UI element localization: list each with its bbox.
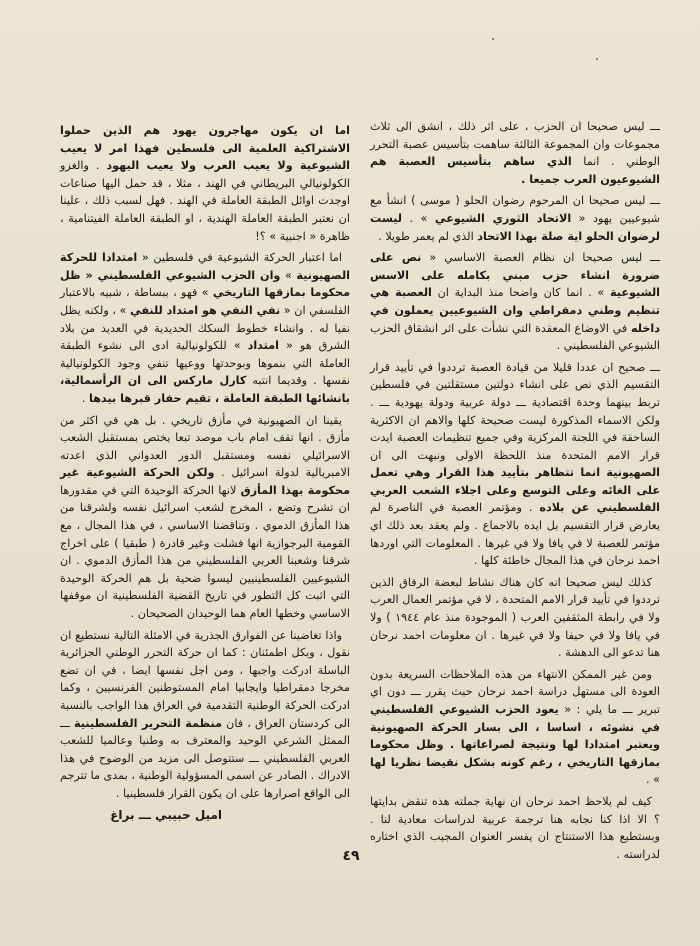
bold-run: ليست لرضوان الحلو اية صلة بهذا الاتحاد bbox=[370, 211, 660, 243]
run: ومن غير الممكن الانتهاء من هذه الملاحظات السريعة بدون العودة الى مستهل دراسة احمد نرحان حيث يقرر ـــ دون اي تبرير ـــ ما يلي : « bbox=[370, 667, 661, 716]
paragraph bbox=[370, 793, 660, 863]
bold-run: الذي ساهم بتأسيس العصبة هم الشيوعيون العرب جميعا . bbox=[370, 155, 660, 186]
paragraph bbox=[370, 574, 660, 662]
run: كذلك ليس صحيحا انه كان هناك نشاط لبعضة الرفاق الذين ترددوا في تأييد قرار الامم المتحدة ، لا في مؤتمر العمال العرب ولا في رابطة المثقفين العرب ( الموجودة منذ عام ١٩٤٤ ) ولا في يافا ولا في حيفا ولا في غيرها . ان معلومات احمد نرحان هنا تدعو الى الدهشة . bbox=[370, 575, 660, 660]
print-speck bbox=[492, 38, 494, 40]
run: اما اعتبار الحركة الشيوعية في فلسطين « bbox=[137, 251, 342, 265]
bold-run: العصبة هي تنظيم وطني دمقراطي وان الشيوعيين يعملون في داخله bbox=[370, 286, 660, 335]
bold-run: ولكن الحركة الشيوعية غير محكومة بهذا المأزق bbox=[60, 466, 350, 497]
paragraph bbox=[60, 627, 350, 803]
article-right-column bbox=[370, 118, 660, 867]
bold-run: كارل ماركس الى ان الرأسمالية، بانشائها الطبقة العاملة ، تقيم حفار قبرها بيدها bbox=[60, 374, 350, 405]
run: . ومؤتمر العصبة في الناصرة لم يعارض قرار التقسيم بل ايده بالاجماع . ولم يعقد بعد ذلك اي مؤتمر للعصبة لا في يافا ولا في غيرها . المعلومات التي اوردها احمد نرحان في هذا المجال خاطئة كلها . bbox=[370, 501, 660, 568]
article-left-column bbox=[60, 122, 350, 828]
run: » . bbox=[402, 211, 435, 225]
bold-run: الاتحاد الثوري الشيوعي bbox=[434, 211, 572, 225]
run: ـــ ليس صحيحا ان الحزب ، على اثر ذلك ، انشق الى ثلاث مجموعات وان المجموعة الثالثة ساهمت بتأسيس عصبة التحرر الوطني . انما bbox=[370, 120, 660, 169]
bold-run: نفي النفي هو امتداد للنفي bbox=[130, 303, 281, 317]
paragraph bbox=[370, 192, 660, 245]
author-signature: اميل حبيبي ـــ براغ bbox=[110, 807, 222, 822]
paragraph bbox=[370, 249, 660, 355]
run: ـــ ليس صحيحا ان نظام العصبة الاساسي « bbox=[421, 251, 661, 265]
paragraph bbox=[60, 249, 350, 407]
run: » ، ولكنه يظل نفيا له . وانشاء خطوط السكك الحديدية في العديد من بلاد الشرق هو « bbox=[60, 303, 350, 353]
run: » bbox=[280, 268, 297, 282]
bold-run: الصهيونية انما تتظاهر بتأييد هذا القرار وهي تعمل على الغائه وعلى التوسع وعلى اجلاء الشعب العربي الفلسطيني عن بلاده bbox=[370, 466, 660, 515]
paragraph bbox=[370, 666, 660, 789]
run: لانها الحركة الوحيدة التي في مقدورها ان تشرح وتضع ، المخرج لشعب اسرائيل نفسه ولشرقنا من هذا المأزق الدموي . وتناقضنا الاساسي ، في هذا المجال ، مع القومية البرجوازية انها فشلت وغير قادرة ( طبقيا ) على اخراج شرقنا وشعبنا العربي الفلسطيني من هذا المأزق الدموي . ان الشيوعيين الفلسطينيين ليسوا ضحية بل هم الحركة الوحيدة التي اثبت كل التطور في تاريخ القضية الفلسطينية ان موقفها الاساسي وخطها العام هما الوحيدان الصحيحان . bbox=[60, 483, 350, 621]
print-speck bbox=[596, 58, 598, 60]
bold-run: امتدادا للحركة الصهيونية bbox=[60, 251, 350, 282]
paragraph bbox=[370, 118, 660, 188]
bold-run: يعود الحزب الشيوعي الفلسطيني في نشوئه ، اساسا ، الى بسار الحركة الصهيونية ويعتبر امتدادا لها ونتيجة لصراعاتها . وظل محكوما بمازقها التاريخي ، رغم كونه بشكل نقيضا نظريا لها bbox=[370, 703, 660, 769]
run: » . bbox=[646, 773, 660, 787]
run: . bbox=[81, 391, 89, 405]
run: ـــ الممثل الشرعي الوحيد والمعترف به وطنيا وعالميا للشعب العربي الفلسطيني ـــ ستتوصل الى مزيد من الوضوح في هذا الادراك . الصادر عن اسمى المسؤولية الوطنية ، بمدى ما تترجم الى الواقع اصرارها على ان يكون القرار فلسطينيا . bbox=[60, 716, 350, 800]
bold-run: نص على ضرورة انشاء حزب مبني بكامله على الاسس الشيوعية bbox=[370, 251, 660, 300]
run: واذا تغاضينا عن الفوارق الجذرية في الامثلة التالية نستطيع ان نقول ، وبكل اطمئنان : كما ان حركة التحرر الوطني الجزائرية الباسلة ادركت واجبها ، ومن اجل نفسها ايضا ، في ان تضع مخرجا دمقراطيا وايجابيا امام المستوطنين الفرنسيين ، وكما ادركت الحركة الوطنية التقدمية في العراق هذا الواجب بالنسبة الى كردستان العراق ، فان bbox=[60, 628, 350, 730]
paragraph bbox=[370, 359, 660, 570]
run: » . انما كان واضحا منذ البداية ان bbox=[431, 286, 610, 300]
bold-run: وان الحزب الشيوعي الفلسطيني « ظل محكوما بمازقها التاريخي bbox=[60, 268, 350, 300]
run: » للكولونيالية ادى الى نشوء الطبقة العاملة التي بنموها وبوحدتها ووعيها تنفي وجود الكولونيالية نفسها . وقديما انتبه bbox=[60, 339, 350, 388]
run: في الاوضاع المعقدة التي نشأت على اثر انشقاق الحزب الشيوعي الفلسطيني . bbox=[370, 321, 660, 353]
paragraph bbox=[60, 122, 350, 245]
paragraph bbox=[60, 412, 350, 623]
bold-run: امتداد bbox=[247, 339, 279, 353]
bold-run: اما ان يكون مهاجرون يهود هم الذين حملوا الاشتراكية العلمية الى فلسطين فهذا امر لا يعيب الشيوعية ولا يعيب العرب ولا يعيب اليهود bbox=[60, 124, 351, 173]
run: ـــ صحيح ان عددا قليلا من قيادة العصبة ترددوا في تأييد قرار التقسيم الذي نص على انشاء دولتين مستقلتين في فلسطين تربط بينهما وحدة اقتصادية ـــ دولة عربية ودولة يهودية ـــ . ولكن الاسماء المذكورة ليست صحيحة كلها والاهم ان الاكثرية الساحقة في اللجنة المركزية وفي جميع تنظيمات العصبة ايدت قرار الامم المتحدة منذ اللحظة الاولى ونبهت الى ان bbox=[370, 360, 660, 462]
run: » فهو ، ببساطة ، شبيه بالاعتبار الفلسفي ان « bbox=[60, 286, 351, 317]
page-number: ٤٩ bbox=[342, 848, 360, 864]
run: الذي لم يعمر طويلا . bbox=[378, 229, 478, 243]
run: . والغزو الكولونيالي البريطاني في الهند ، مثلا ، قد حمل اليها صناعات اوجدت اوائل الطبقة العاملة في الهند . فهل لسبب ذلك ، علينا ان نعتبر الطبقة العاملة الهندية ، او الطبقة العاملة الفيتنامية ، ظاهرة « اجنبية » ؟! bbox=[60, 159, 350, 243]
run: ـــ ليس صحيحا ان المرحوم رضوان الحلو ( موسى ) انشأ مع شيوعيين يهود « bbox=[370, 194, 660, 225]
run: يقينا ان الصهيونية في مأزق تاريخي . بل هي في اكثر من مأزق . انها تقف امام باب موصد تبعا يختص بمستقبل الشعب الاسرائيلي نفسه ومستقبل الدور العدواني الذي اعدته الامبريالية لدولة اسرائيل . bbox=[60, 413, 350, 480]
bold-run: منظمة التحرير الفلسطينية bbox=[74, 716, 222, 730]
run: كيف لم يلاحظ احمد نرحان ان نهاية جملته هذه تنقض بدايتها ؟ الا اذا كنا نجابه هنا ترجمة عربية لدراسات معادية لنا . وبستطيع هذا الاستنتاج ان يفسر العنوان المجيب الذي اختاره لدراسته . bbox=[370, 794, 660, 861]
